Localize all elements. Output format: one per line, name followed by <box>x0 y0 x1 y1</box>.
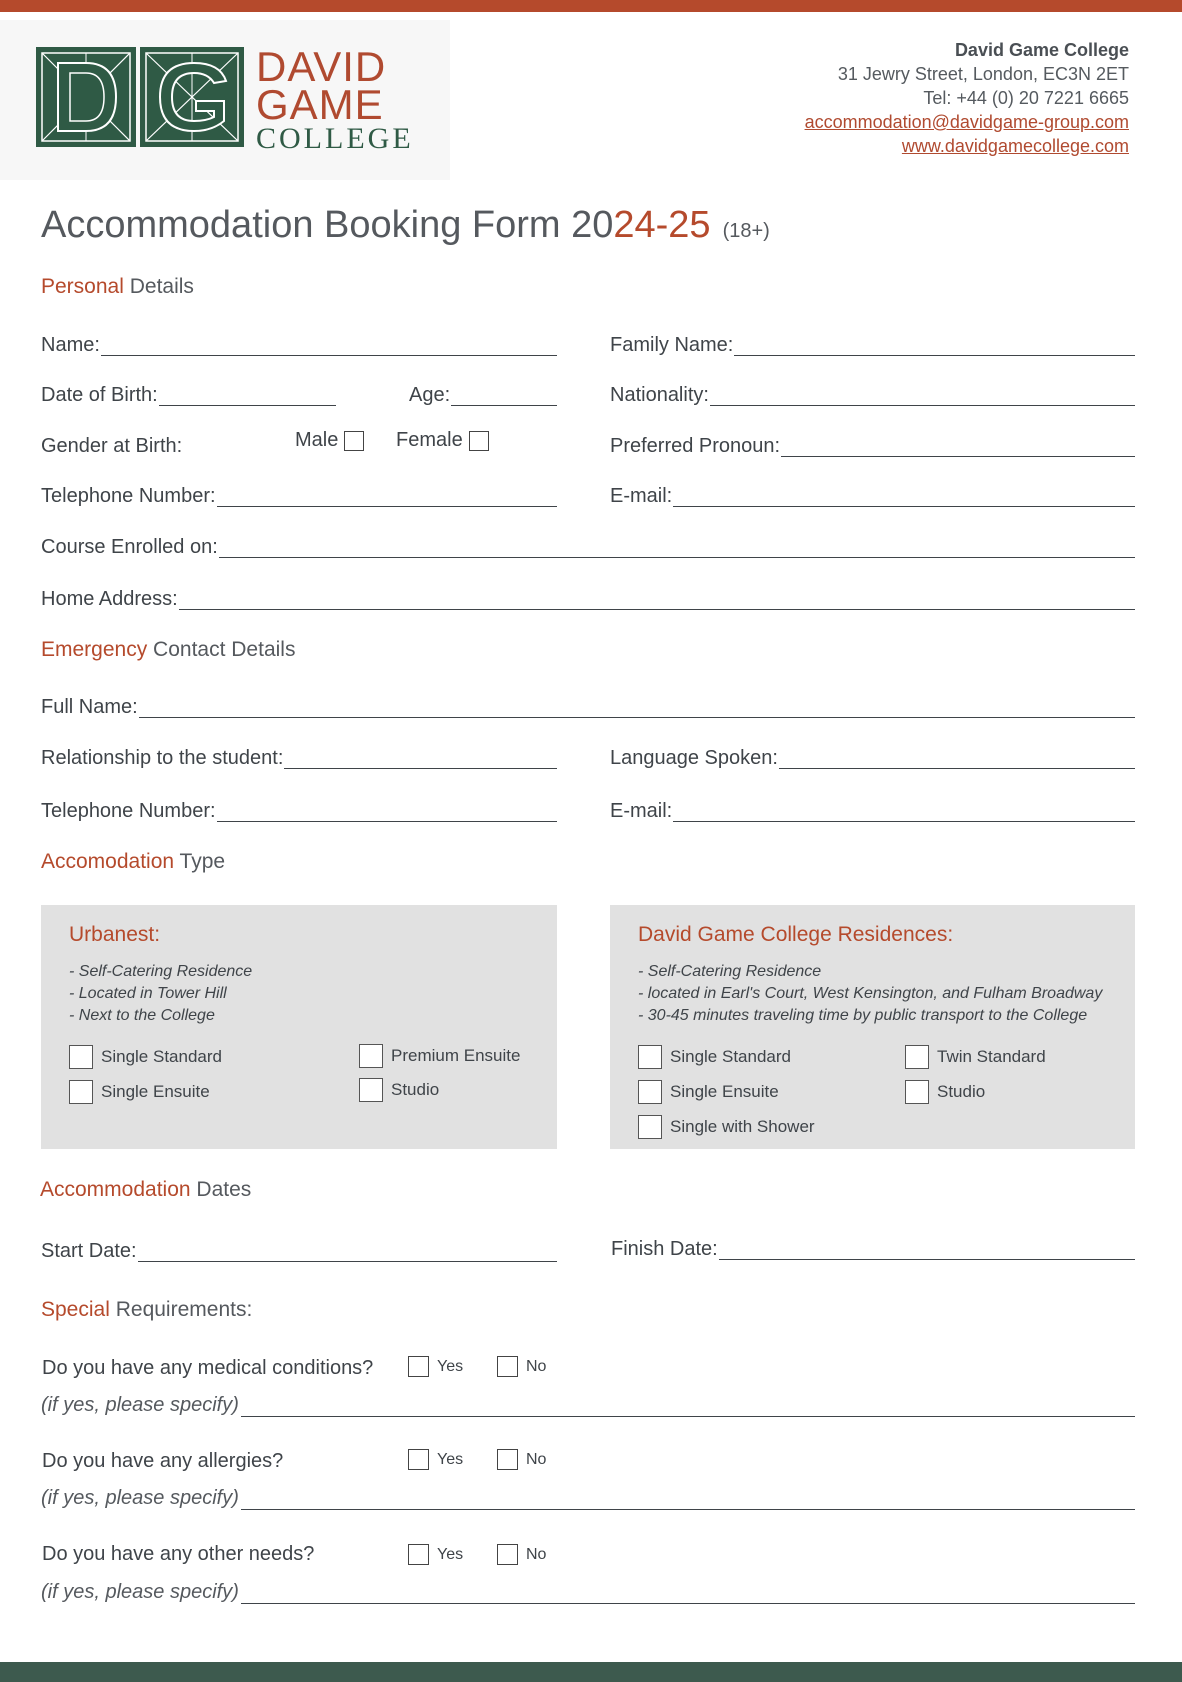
nationality-label: Nationality: <box>610 384 709 406</box>
section-special-requirements: Special Requirements: <box>41 1298 253 1321</box>
logo-word-college: COLLEGE <box>256 122 414 155</box>
start-date-label: Start Date: <box>41 1240 137 1262</box>
emergency-full-name-label: Full Name: <box>41 696 138 718</box>
dgc-single-ensuite-option[interactable]: Single Ensuite <box>638 1080 779 1104</box>
dgc-twin-standard-checkbox[interactable] <box>905 1045 929 1069</box>
logo-wordmark <box>256 43 414 155</box>
finish-date-field[interactable] <box>611 1234 1135 1260</box>
age-input-line[interactable] <box>451 384 557 406</box>
urbanest-premium-ensuite-checkbox[interactable] <box>359 1044 383 1068</box>
urbanest-premium-ensuite-option[interactable]: Premium Ensuite <box>359 1044 520 1068</box>
gender-label-row <box>41 431 241 457</box>
emergency-full-name-input-line[interactable] <box>139 696 1135 718</box>
medical-no-checkbox[interactable] <box>497 1356 518 1377</box>
dgc-single-standard-option[interactable]: Single Standard <box>638 1045 791 1069</box>
allergies-question: Do you have any allergies? <box>42 1450 284 1472</box>
email-input-line[interactable] <box>673 485 1135 507</box>
course-enrolled-label: Course Enrolled on: <box>41 536 218 558</box>
relationship-label: Relationship to the student: <box>41 747 284 769</box>
contact-address: 31 Jewry Street, London, EC3N 2ET <box>837 64 1129 84</box>
form-title <box>41 204 770 247</box>
contact-block <box>805 38 1129 158</box>
other-needs-no-checkbox[interactable] <box>497 1544 518 1565</box>
other-needs-yes-checkbox[interactable] <box>408 1544 429 1565</box>
medical-specify-input-line[interactable] <box>241 1395 1135 1417</box>
urbanest-single-ensuite-checkbox[interactable] <box>69 1080 93 1104</box>
medical-yes-checkbox[interactable] <box>408 1356 429 1377</box>
relationship-input-line[interactable] <box>284 747 557 769</box>
home-address-input-line[interactable] <box>179 588 1135 610</box>
finish-date-label: Finish Date: <box>611 1238 718 1260</box>
allergies-specify-input-line[interactable] <box>241 1488 1135 1510</box>
telephone-input-line[interactable] <box>217 485 557 507</box>
telephone-field[interactable] <box>41 481 557 507</box>
logo-word-david: DAVID <box>256 43 387 90</box>
language-spoken-label: Language Spoken: <box>610 747 778 769</box>
form-title-main: Accommodation Booking Form 20 <box>41 204 614 246</box>
emergency-email-field[interactable] <box>610 796 1135 822</box>
other-needs-yes-option[interactable]: Yes <box>408 1544 463 1565</box>
dgc-studio-option[interactable]: Studio <box>905 1080 985 1104</box>
urbanest-studio-checkbox[interactable] <box>359 1078 383 1102</box>
start-date-input-line[interactable] <box>138 1240 557 1262</box>
date-of-birth-label: Date of Birth: <box>41 384 158 406</box>
home-address-field[interactable] <box>41 584 1135 610</box>
gender-male-checkbox[interactable] <box>344 431 364 451</box>
other-needs-specify-field[interactable] <box>41 1578 1135 1604</box>
section-accommodation-type: Accomodation Type <box>41 850 226 873</box>
preferred-pronoun-input-line[interactable] <box>781 435 1135 457</box>
allergies-no-option[interactable]: No <box>497 1449 546 1470</box>
age-label: Age: <box>409 384 451 406</box>
other-needs-no-option[interactable]: No <box>497 1544 546 1565</box>
other-needs-question: Do you have any other needs? <box>42 1543 315 1565</box>
urbanest-studio-option[interactable]: Studio <box>359 1078 439 1102</box>
dgc-single-with-shower-option[interactable]: Single with Shower <box>638 1115 815 1139</box>
allergies-yes-option[interactable]: Yes <box>408 1449 463 1470</box>
dgc-residences-panel <box>610 905 1135 1149</box>
urbanest-single-ensuite-option[interactable]: Single Ensuite <box>69 1080 210 1104</box>
dgc-single-standard-checkbox[interactable] <box>638 1045 662 1069</box>
section-personal-details: Personal Details <box>41 275 194 298</box>
email-label: E-mail: <box>610 485 673 507</box>
gender-female-option[interactable] <box>396 429 489 452</box>
home-address-label: Home Address: <box>41 588 178 610</box>
urbanest-panel <box>41 905 557 1149</box>
age-field[interactable] <box>409 380 557 406</box>
family-name-label: Family Name: <box>610 334 734 356</box>
urbanest-title: Urbanest: <box>69 923 161 946</box>
date-of-birth-field[interactable] <box>41 380 336 406</box>
gender-label: Gender at Birth: <box>41 435 183 457</box>
date-of-birth-input-line[interactable] <box>159 384 336 406</box>
contact-name: David Game College <box>954 40 1129 60</box>
form-title-year: 24-25 <box>613 204 711 246</box>
contact-website-link[interactable]: www.davidgamecollege.com <box>901 136 1129 156</box>
emergency-telephone-input-line[interactable] <box>217 800 557 822</box>
contact-email-link[interactable]: accommodation@davidgame-group.com <box>804 112 1129 132</box>
emergency-email-input-line[interactable] <box>673 800 1135 822</box>
dgc-residences-notes: - Self-Catering Residence - located in Earl's Court, West Kensington, and Fulham Broadway - 30-45 minutes traveling time by public transport to the College <box>638 963 1103 1024</box>
name-label: Name: <box>41 334 100 356</box>
dgc-twin-standard-option[interactable]: Twin Standard <box>905 1045 1046 1069</box>
urbanest-single-standard-option[interactable]: Single Standard <box>69 1045 222 1069</box>
dgc-residences-title: David Game College Residences: <box>638 923 954 946</box>
dgc-single-ensuite-checkbox[interactable] <box>638 1080 662 1104</box>
medical-yes-option[interactable]: Yes <box>408 1356 463 1377</box>
name-field[interactable] <box>41 330 557 356</box>
urbanest-single-standard-checkbox[interactable] <box>69 1045 93 1069</box>
emergency-full-name-field[interactable] <box>41 692 1135 718</box>
gender-male-option[interactable] <box>295 429 364 452</box>
allergies-specify-field[interactable] <box>41 1484 1135 1510</box>
contact-telephone: Tel: +44 (0) 20 7221 6665 <box>923 88 1129 108</box>
gender-male-label: Male <box>295 429 339 451</box>
logo-word-game: GAME <box>256 81 384 128</box>
dgc-studio-checkbox[interactable] <box>905 1080 929 1104</box>
relationship-field[interactable] <box>41 743 557 769</box>
course-enrolled-input-line[interactable] <box>219 536 1135 558</box>
medical-conditions-question: Do you have any medical conditions? <box>42 1357 374 1379</box>
name-input-line[interactable] <box>101 334 557 356</box>
emergency-email-label: E-mail: <box>610 800 673 822</box>
allergies-no-checkbox[interactable] <box>497 1449 518 1470</box>
medical-specify-field[interactable] <box>41 1391 1135 1417</box>
allergies-yes-checkbox[interactable] <box>408 1449 429 1470</box>
course-enrolled-field[interactable] <box>41 532 1135 558</box>
preferred-pronoun-field[interactable] <box>610 431 1135 457</box>
preferred-pronoun-label: Preferred Pronoun: <box>610 435 781 457</box>
nationality-input-line[interactable] <box>710 384 1135 406</box>
college-logo-mark <box>36 47 244 147</box>
nationality-field[interactable] <box>610 380 1135 406</box>
urbanest-notes: - Self-Catering Residence - Located in Tower Hill - Next to the College <box>69 963 253 1024</box>
start-date-field[interactable] <box>41 1236 557 1262</box>
gender-female-label: Female <box>396 429 463 451</box>
telephone-label: Telephone Number: <box>41 485 216 507</box>
language-spoken-input-line[interactable] <box>779 747 1135 769</box>
finish-date-input-line[interactable] <box>719 1238 1135 1260</box>
family-name-input-line[interactable] <box>734 334 1135 356</box>
language-spoken-field[interactable] <box>610 743 1135 769</box>
emergency-telephone-field[interactable] <box>41 796 557 822</box>
other-needs-specify-label: (if yes, please specify) <box>41 1581 239 1603</box>
section-emergency-contact: Emergency Contact Details <box>41 638 296 661</box>
dgc-single-with-shower-checkbox[interactable] <box>638 1115 662 1139</box>
emergency-telephone-label: Telephone Number: <box>41 800 216 822</box>
medical-specify-label: (if yes, please specify) <box>41 1394 239 1416</box>
section-accommodation-dates: Accommodation Dates <box>40 1178 252 1201</box>
email-field[interactable] <box>610 481 1135 507</box>
family-name-field[interactable] <box>610 330 1135 356</box>
bottom-footer-bar <box>0 1662 1182 1682</box>
medical-no-option[interactable]: No <box>497 1356 546 1377</box>
other-needs-specify-input-line[interactable] <box>241 1582 1135 1604</box>
top-accent-bar <box>0 0 1182 12</box>
form-title-age-note: (18+) <box>722 220 770 242</box>
gender-female-checkbox[interactable] <box>469 431 489 451</box>
allergies-specify-label: (if yes, please specify) <box>41 1487 239 1509</box>
